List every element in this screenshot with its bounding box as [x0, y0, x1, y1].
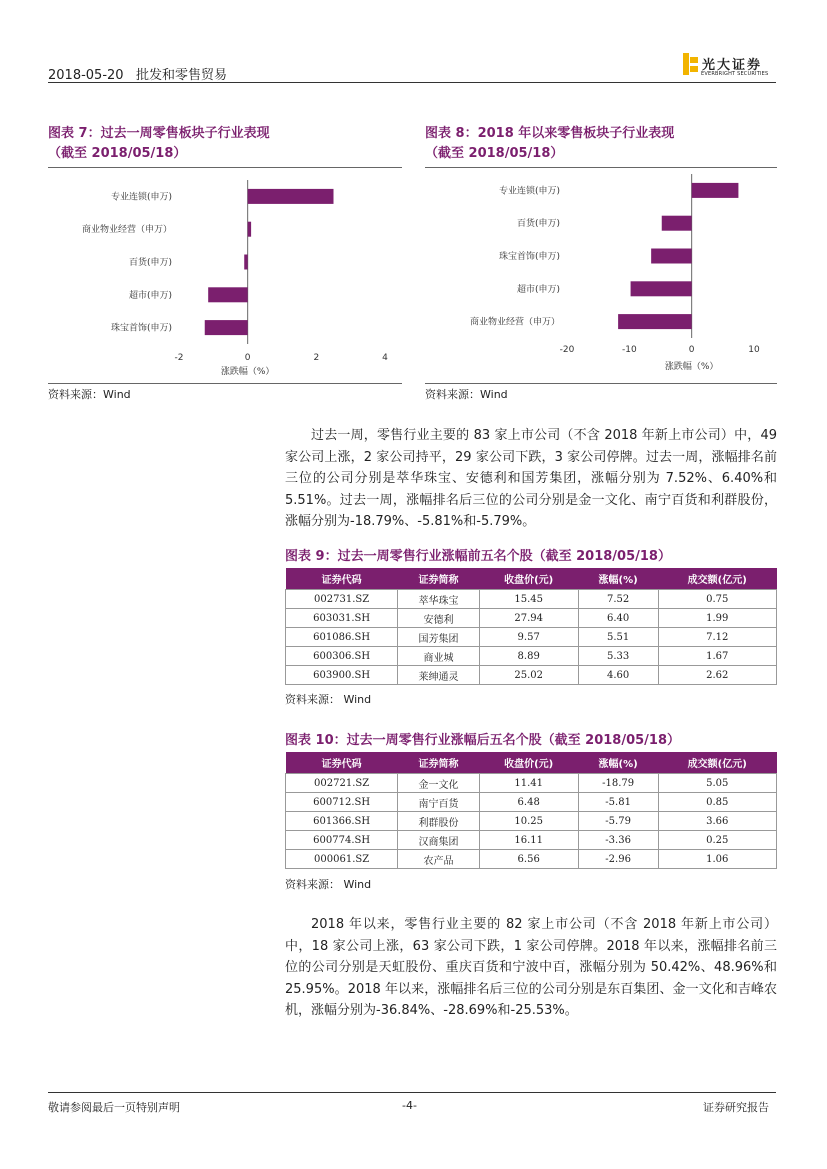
table-row [286, 831, 777, 850]
table-row [286, 609, 777, 628]
bar [248, 189, 334, 204]
category-label: 专业连锁(申万) [110, 192, 172, 203]
column-header: 证券代码 [286, 568, 398, 590]
column-header: 证券简称 [398, 568, 479, 590]
table9-title: 图表 9：过去一周零售行业涨幅前五名个股（截至 2018/05/18） [285, 549, 671, 564]
table-cell: 7.12 [658, 628, 777, 647]
paragraph-ytd: 2018 年以来，零售行业主要的 82 家上市公司（不含 2018 年新上市公司）中，18 家公司上涨，63 家公司下跌，1 家公司停牌。2018 年以来，涨幅排名前三位的公司分别是天虹股份、重庆百货和宁波中百，涨幅分别为 50.42%、48.96%和 25.95%。2018 年以来，涨幅排名后三位的公司分别是东百集团、金一文化和吉峰农机，涨幅分别为-36.84%、-28.69%和-25.53%。 [285, 917, 777, 1018]
table-cell: 600712.SH [286, 793, 398, 812]
table-cell: 600306.SH [286, 647, 398, 666]
fig8-bottom-rule [425, 383, 777, 384]
x-axis-label: 涨跌幅（%） [220, 367, 275, 377]
table-cell: 1.06 [658, 850, 777, 869]
bar [205, 320, 248, 335]
table9 [285, 568, 777, 685]
table-cell: 商业城 [398, 647, 479, 666]
table-row [286, 628, 777, 647]
column-header: 成交额(亿元) [658, 752, 777, 774]
table-cell: -18.79 [578, 774, 658, 793]
table-row [286, 774, 777, 793]
table-cell: 601366.SH [286, 812, 398, 831]
header-rule [48, 82, 776, 83]
category-label: 商业物业经营（申万） [469, 317, 560, 328]
table-cell: 利群股份 [398, 812, 479, 831]
table-cell: 002731.SZ [286, 590, 398, 609]
table-cell: -3.36 [578, 831, 658, 850]
table-cell: -5.81 [578, 793, 658, 812]
footer-rule [48, 1092, 776, 1093]
tick-label: -2 [174, 353, 184, 363]
table-cell: 8.89 [479, 647, 578, 666]
bar [244, 255, 247, 270]
table-cell: 国芳集团 [398, 628, 479, 647]
table10-source: 资料来源： Wind [285, 878, 372, 891]
table-cell: 6.40 [578, 609, 658, 628]
everbright-logo-icon [683, 53, 699, 75]
fig8-chart [425, 172, 777, 380]
table-row [286, 793, 777, 812]
category-label: 商业物业经营（申万） [81, 225, 172, 236]
footer-disclaimer: 敬请参阅最后一页特别声明 [48, 1101, 180, 1114]
fig8-source: 资料来源：Wind [425, 388, 508, 401]
table-cell: 25.02 [479, 666, 578, 685]
report-sector: 批发和零售贸易 [135, 68, 227, 83]
table-cell: 安德利 [398, 609, 479, 628]
table-cell: 5.51 [578, 628, 658, 647]
table-cell: 601086.SH [286, 628, 398, 647]
column-header: 收盘价(元) [479, 752, 578, 774]
tick-label: 0 [244, 353, 251, 363]
table-cell: 南宁百货 [398, 793, 479, 812]
fig7-top-rule [48, 167, 402, 168]
category-label: 专业连锁(申万) [498, 186, 560, 197]
fig7-title-line1: 图表 7：过去一周零售板块子行业表现 [48, 126, 270, 141]
tick-label: 0 [688, 345, 695, 355]
table-cell: 1.67 [658, 647, 777, 666]
bar [618, 314, 692, 329]
fig7-title [48, 124, 270, 164]
x-axis-label: 涨跌幅（%） [664, 362, 719, 372]
fig7-source: 资料来源：Wind [48, 388, 131, 401]
table-cell: 11.41 [479, 774, 578, 793]
table-cell: -2.96 [578, 850, 658, 869]
table-cell: 16.11 [479, 831, 578, 850]
fig8-top-rule [425, 167, 777, 168]
table9-source: 资料来源： Wind [285, 693, 372, 706]
bar [631, 281, 692, 296]
table-cell: 7.52 [578, 590, 658, 609]
table-cell: 603900.SH [286, 666, 398, 685]
table-cell: 0.25 [658, 831, 777, 850]
table-cell: 0.85 [658, 793, 777, 812]
fig8-title [425, 124, 674, 164]
table10-title: 图表 10：过去一周零售行业涨幅后五名个股（截至 2018/05/18） [285, 733, 681, 748]
table-cell: 6.56 [479, 850, 578, 869]
tick-label: 2 [313, 353, 320, 363]
column-header: 涨幅(%) [578, 752, 658, 774]
table10 [285, 752, 777, 869]
tick-label: 4 [382, 353, 388, 363]
bar [692, 183, 739, 198]
table-row [286, 647, 777, 666]
table-row [286, 666, 777, 685]
column-header: 证券代码 [286, 752, 398, 774]
bar [208, 287, 247, 302]
bar [248, 222, 251, 237]
bar [662, 216, 692, 231]
table-row [286, 850, 777, 869]
category-label: 百货(申万) [128, 258, 172, 268]
table-cell: 2.62 [658, 666, 777, 685]
table-cell: 5.05 [658, 774, 777, 793]
column-header: 成交额(亿元) [658, 568, 777, 590]
footer-report-type: 证券研究报告 [703, 1101, 769, 1114]
column-header: 涨幅(%) [578, 568, 658, 590]
category-label: 珠宝首饰(申万) [110, 323, 172, 334]
fig7-chart [48, 172, 402, 380]
category-label: 百货(申万) [516, 219, 560, 230]
table-cell: 0.75 [658, 590, 777, 609]
fig7-bottom-rule [48, 383, 402, 384]
paragraph-weekly: 过去一周，零售行业主要的 83 家上市公司（不含 2018 年新上市公司）中，49 家公司上涨，2 家公司持平，29 家公司下跌，3 家公司停牌。过去一周，涨幅排名前三位的公司分别是萃华珠宝、安德利和国芳集团，涨幅分别为 7.52%、6.40%和 5.51%。过去一周，涨幅排名后三位的公司分别是金一文化、南宁百货和利群股份，涨幅分别为-18.79%、-5.81%和-5.79%。 [285, 428, 777, 529]
table-cell: 农产品 [398, 850, 479, 869]
table-cell: 汉商集团 [398, 831, 479, 850]
report-date: 2018-05-20 [48, 68, 124, 83]
table-cell: 6.48 [479, 793, 578, 812]
table-cell: 15.45 [479, 590, 578, 609]
bar [651, 249, 692, 264]
table-cell: 萃华珠宝 [398, 590, 479, 609]
table-cell: 600774.SH [286, 831, 398, 850]
logo-text-en: EVERBRIGHT SECURITIES [701, 71, 769, 77]
tick-label: -20 [559, 345, 575, 355]
column-header: 证券简称 [398, 752, 479, 774]
category-label: 珠宝首饰(申万) [498, 252, 560, 262]
tick-label: 10 [748, 345, 760, 355]
table-cell: 4.60 [578, 666, 658, 685]
tick-label: -10 [621, 345, 637, 355]
table-cell: 5.33 [578, 647, 658, 666]
table-cell: 27.94 [479, 609, 578, 628]
page-number: -4- [402, 1099, 417, 1112]
logo-text-cn: 光大证券 [702, 58, 763, 73]
table-cell: 莱绅通灵 [398, 666, 479, 685]
category-label: 超市(申万) [516, 284, 560, 295]
table-cell: 9.57 [479, 628, 578, 647]
table-row [286, 590, 777, 609]
fig8-title-line1: 图表 8：2018 年以来零售板块子行业表现 [425, 126, 675, 141]
header-date-sector [48, 64, 227, 83]
table-cell: 002721.SZ [286, 774, 398, 793]
table-cell: 金一文化 [398, 774, 479, 793]
table-cell: 603031.SH [286, 609, 398, 628]
fig8-title-line2: （截至 2018/05/18） [425, 146, 564, 161]
table-cell: 3.66 [658, 812, 777, 831]
table-cell: 1.99 [658, 609, 777, 628]
table-cell: 000061.SZ [286, 850, 398, 869]
table-cell: 10.25 [479, 812, 578, 831]
column-header: 收盘价(元) [479, 568, 578, 590]
category-label: 超市(申万) [128, 290, 172, 301]
table-row [286, 812, 777, 831]
table-cell: -5.79 [578, 812, 658, 831]
fig7-title-line2: （截至 2018/05/18） [48, 146, 187, 161]
